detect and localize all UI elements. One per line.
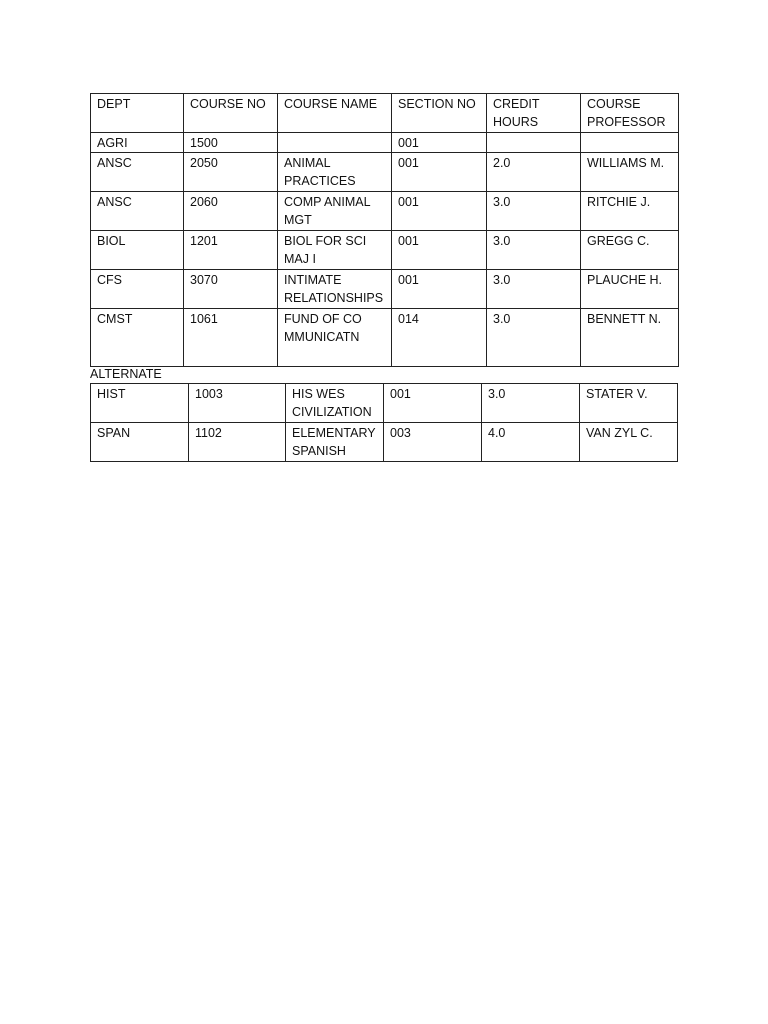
table-cell: 3.0	[487, 309, 581, 367]
table-cell: COMP ANIMAL MGT	[278, 192, 392, 231]
header-cell: COURSE PROFESSOR	[581, 94, 679, 133]
table-cell: 2.0	[487, 153, 581, 192]
table-cell: 3.0	[487, 270, 581, 309]
table-cell: 2060	[184, 192, 278, 231]
header-row	[91, 94, 679, 133]
table-cell: STATER V.	[580, 384, 678, 423]
table-cell	[581, 133, 679, 153]
table-cell: 014	[392, 309, 487, 367]
header-cell: DEPT	[91, 94, 184, 133]
header-cell: COURSE NO	[184, 94, 278, 133]
table-cell: PLAUCHE H.	[581, 270, 679, 309]
table-cell: BIOL FOR SCI MAJ I	[278, 231, 392, 270]
table-row	[91, 270, 679, 309]
table-cell: 001	[392, 270, 487, 309]
table-cell: 3.0	[482, 384, 580, 423]
table-cell: INTIMATE RELATIONSHIPS	[278, 270, 392, 309]
table-cell: AGRI	[91, 133, 184, 153]
table-cell: HIST	[91, 384, 189, 423]
table-cell: RITCHIE J.	[581, 192, 679, 231]
table-row	[91, 192, 679, 231]
table-cell: 1003	[189, 384, 286, 423]
table-cell: 2050	[184, 153, 278, 192]
table-cell: ANIMAL PRACTICES	[278, 153, 392, 192]
table-cell: HIS WES CIVILIZATION	[286, 384, 384, 423]
table-row	[91, 133, 679, 153]
alternate-label: ALTERNATE	[90, 367, 162, 381]
header-cell: SECTION NO	[392, 94, 487, 133]
table-row	[91, 384, 678, 423]
table-cell: 4.0	[482, 423, 580, 462]
table-row	[91, 309, 679, 367]
table-cell: BIOL	[91, 231, 184, 270]
course-schedule-table	[90, 93, 679, 367]
header-cell: CREDIT HOURS	[487, 94, 581, 133]
table-cell: 3070	[184, 270, 278, 309]
table-cell: 001	[384, 384, 482, 423]
table-cell: ELEMENTARY SPANISH	[286, 423, 384, 462]
table-cell: WILLIAMS M.	[581, 153, 679, 192]
table-cell: 003	[384, 423, 482, 462]
course-name-text: FUND OF COMMUNICATN	[284, 312, 362, 344]
table-row	[91, 231, 679, 270]
table-cell: 001	[392, 133, 487, 153]
table-cell	[487, 133, 581, 153]
table-cell: ANSC	[91, 153, 184, 192]
table-cell: SPAN	[91, 423, 189, 462]
table-cell: 1201	[184, 231, 278, 270]
table-cell: VAN ZYL C.	[580, 423, 678, 462]
table-cell: 001	[392, 153, 487, 192]
table-cell: 1061	[184, 309, 278, 367]
table-cell: 001	[392, 231, 487, 270]
table-cell: 3.0	[487, 231, 581, 270]
table-cell: BENNETT N.	[581, 309, 679, 367]
table-cell: CMST	[91, 309, 184, 367]
table-cell: 001	[392, 192, 487, 231]
table-cell	[278, 309, 392, 367]
table-cell: CFS	[91, 270, 184, 309]
table-cell: GREGG C.	[581, 231, 679, 270]
header-cell: COURSE NAME	[278, 94, 392, 133]
table-cell: ANSC	[91, 192, 184, 231]
table-cell: 3.0	[487, 192, 581, 231]
alternate-courses-table	[90, 383, 678, 462]
table-row	[91, 423, 678, 462]
table-row	[91, 153, 679, 192]
table-cell: 1500	[184, 133, 278, 153]
table-cell	[278, 133, 392, 153]
table-cell: 1102	[189, 423, 286, 462]
